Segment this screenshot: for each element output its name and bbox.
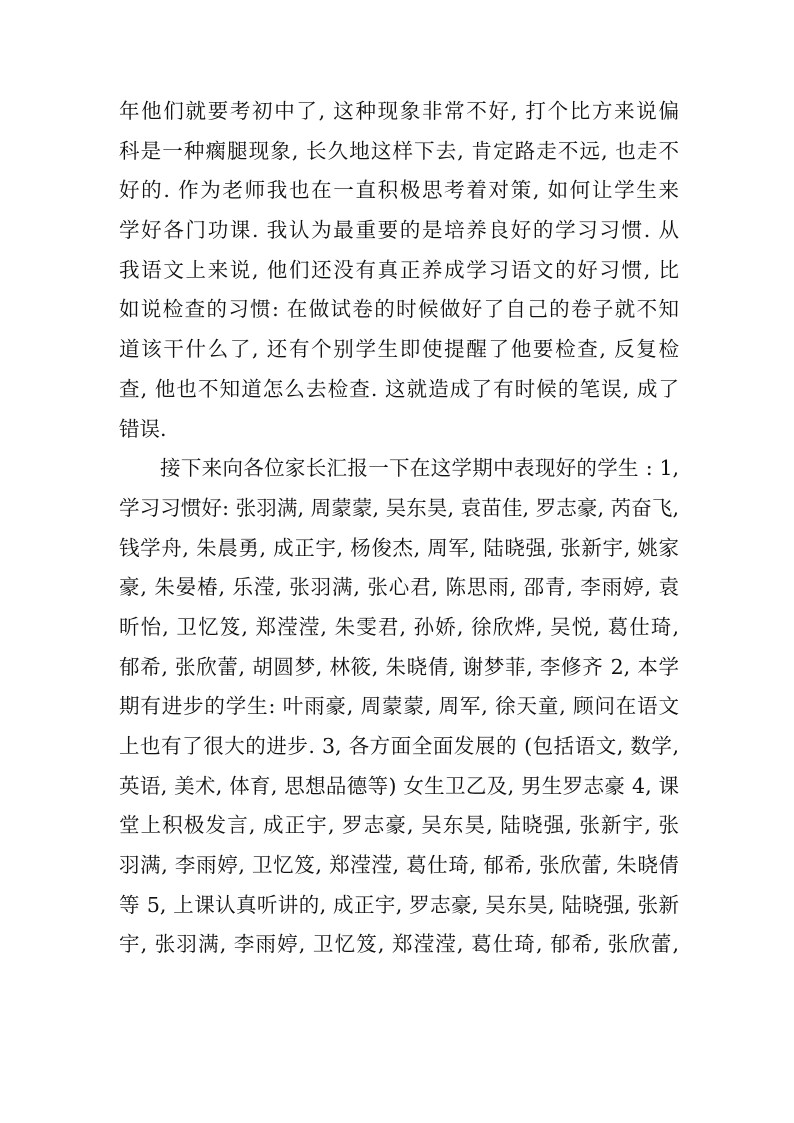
text-line: 道该干什么了, 还有个别学生即使提醒了他要检查, 反复检 [119,337,679,362]
text-line: 英语, 美术, 体育, 思想品德等) 女生卫乙及, 男生罗志豪 4, 课 [119,773,679,798]
text-line: 学好各门功课. 我认为最重要的是培养良好的学习习惯. 从 [119,218,679,243]
text-line: 查, 他也不知道怎么去检查. 这就造成了有时候的笔误, 成了 [119,376,679,401]
paragraph-student-report [119,449,679,965]
text-line: 等 5, 上课认真听讲的, 成正宇, 罗志豪, 吴东昊, 陆晓强, 张新 [119,892,679,917]
text-line: 期有进步的学生: 叶雨豪, 周蒙蒙, 周军, 徐天童, 顾问在语文 [119,694,679,719]
text-line: 我语文上来说, 他们还没有真正养成学习语文的好习惯, 比 [119,257,679,282]
document-body [119,92,679,965]
text-line: 堂上积极发言, 成正宇, 罗志豪, 吴东昊, 陆晓强, 张新宇, 张 [119,813,679,838]
text-line: 好的. 作为老师我也在一直积极思考着对策, 如何让学生来 [119,178,679,203]
text-line: 宇, 张羽满, 李雨婷, 卫忆笈, 郑滢滢, 葛仕琦, 郁希, 张欣蕾, [119,932,679,957]
text-line: 年他们就要考初中了, 这种现象非常不好, 打个比方来说偏 [119,99,679,123]
text-line: 昕怡, 卫忆笈, 郑滢滢, 朱雯君, 孙娇, 徐欣烨, 吴悦, 葛仕琦, [119,614,679,639]
text-line: 错误. [119,416,167,441]
paragraph-performance-issues [119,92,679,449]
text-line: 科是一种瘸腿现象, 长久地这样下去, 肯定路走不远, 也走不 [119,138,679,163]
text-line: 羽满, 李雨婷, 卫忆笈, 郑滢滢, 葛仕琦, 郁希, 张欣蕾, 朱晓倩 [119,853,679,878]
text-line: 郁希, 张欣蕾, 胡圆梦, 林筱, 朱晓倩, 谢梦菲, 李修齐 2, 本学 [119,654,679,679]
text-line: 学习习惯好: 张羽满, 周蒙蒙, 吴东昊, 袁苗佳, 罗志豪, 芮奋飞, [119,495,679,520]
text-line: 豪, 朱晏椿, 乐滢, 张羽满, 张心君, 陈思雨, 邵青, 李雨婷, 袁 [119,575,679,600]
text-line: 接下来向各位家长汇报一下在这学期中表现好的学生 : 1, [160,456,679,481]
text-line: 如说检查的习惯: 在做试卷的时候做好了自己的卷子就不知 [119,297,679,322]
text-line: 钱学舟, 朱晨勇, 成正宇, 杨俊杰, 周军, 陆晓强, 张新宇, 姚家 [119,535,679,560]
text-line: 上也有了很大的进步. 3, 各方面全面发展的 (包括语文, 数学, [119,734,679,758]
